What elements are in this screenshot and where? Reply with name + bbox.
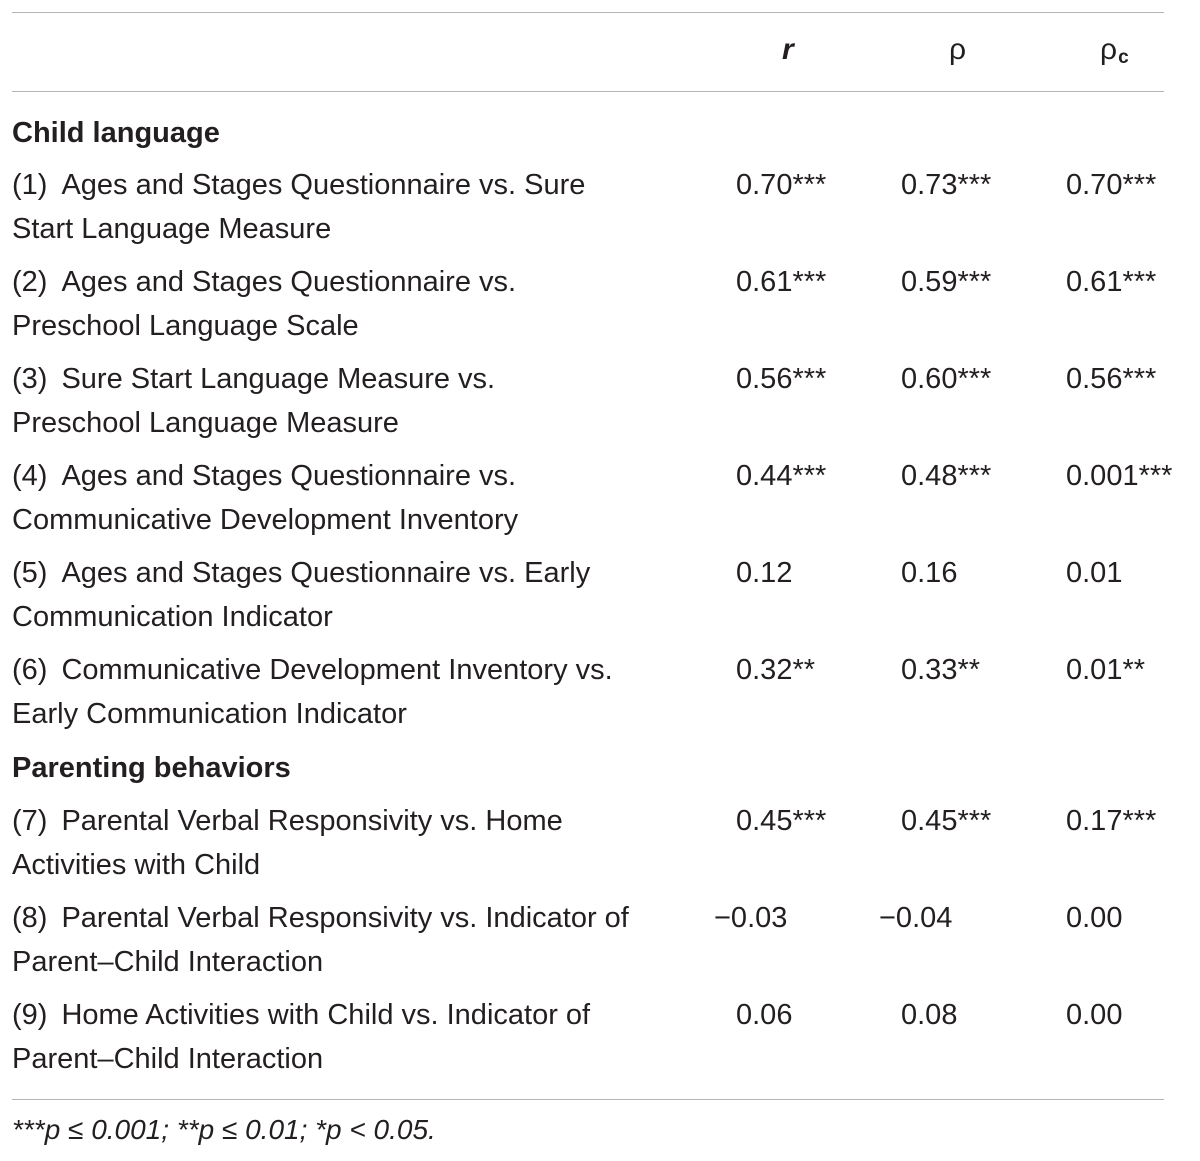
value-r: 0.45*** [736,805,827,837]
value-r: 0.32** [736,654,816,686]
table-header-rule [12,91,1164,92]
table-row [12,260,1188,350]
row-label [12,896,702,984]
row-label-line2: Preschool Language Measure [12,407,399,439]
table-row [12,551,1188,641]
row-label-line1: Ages and Stages Questionnaire vs. Early [61,557,591,589]
row-number: (1) [12,169,48,201]
row-label-line1: Communicative Development Inventory vs. [61,654,613,686]
value-rho-c: 0.70*** [1066,169,1157,201]
row-label [12,551,702,639]
value-r: 0.44*** [736,460,827,492]
value-rho: 0.16 [901,557,958,589]
table-row [12,993,1188,1083]
row-label-line1: Ages and Stages Questionnaire vs. [61,460,517,492]
row-label-line1: Sure Start Language Measure vs. [61,363,496,395]
value-r: 0.12 [736,557,793,589]
row-number: (8) [12,902,48,934]
row-label-line1: Ages and Stages Questionnaire vs. [61,266,517,298]
value-rho: 0.60*** [901,363,992,395]
value-r: 0.56*** [736,363,827,395]
value-rho-c: 0.61*** [1066,266,1157,298]
value-r: 0.70*** [736,169,827,201]
row-label-line1: Parental Verbal Responsivity vs. Home [61,805,563,837]
column-header-r: r [782,33,794,66]
value-rho: 0.48*** [901,460,992,492]
row-label [12,993,702,1081]
table-row [12,163,1188,253]
value-r: 0.61*** [736,266,827,298]
column-header-rho: ρ [949,33,967,66]
row-label-line1: Ages and Stages Questionnaire vs. Sure [61,169,586,201]
row-label [12,799,702,887]
row-number: (2) [12,266,48,298]
column-header-rho-c-base: ρ [1100,33,1118,66]
table-row [12,896,1188,986]
value-rho: 0.33** [901,654,981,686]
value-rho-c: 0.001*** [1066,460,1173,492]
table-row [12,454,1188,544]
row-number: (5) [12,557,48,589]
value-rho: 0.45*** [901,805,992,837]
value-rho-c: 0.00 [1066,999,1123,1031]
correlation-table [12,0,1188,1161]
row-number: (3) [12,363,48,395]
column-header-rho-c-subscript: c [1118,47,1129,68]
section-title-parenting-behaviors: Parenting behaviors [12,752,291,784]
row-label-line2: Start Language Measure [12,213,332,245]
row-label-line2: Communication Indicator [12,601,333,633]
table-row [12,799,1188,889]
row-number: (6) [12,654,48,686]
value-rho: 0.59*** [901,266,992,298]
row-label [12,648,702,736]
row-number: (9) [12,999,48,1031]
significance-footnote: ***p ≤ 0.001; **p ≤ 0.01; *p < 0.05. [12,1114,436,1145]
row-label-line2: Activities with Child [12,849,261,881]
value-r: −0.03 [714,902,788,934]
table-row [12,648,1188,738]
row-label [12,163,702,251]
value-rho: 0.08 [901,999,958,1031]
value-rho-c: 0.17*** [1066,805,1157,837]
row-label [12,357,702,445]
value-rho-c: 0.00 [1066,902,1123,934]
value-rho-c: 0.56*** [1066,363,1157,395]
section-title-child-language: Child language [12,117,220,149]
row-number: (7) [12,805,48,837]
row-label-line2: Preschool Language Scale [12,310,359,342]
value-rho: −0.04 [879,902,953,934]
row-label-line1: Parental Verbal Responsivity vs. Indicator of [61,902,629,934]
table-bottom-rule [12,1099,1164,1100]
column-header-rho-c [1100,30,1129,78]
row-number: (4) [12,460,48,492]
row-label-line2: Parent–Child Interaction [12,946,324,978]
row-label-line2: Early Communication Indicator [12,698,407,730]
row-label-line2: Parent–Child Interaction [12,1043,324,1075]
row-label-line2: Communicative Development Inventory [12,504,519,536]
row-label-line1: Home Activities with Child vs. Indicator of [61,999,591,1031]
table-row [12,357,1188,447]
value-rho-c: 0.01** [1066,654,1146,686]
value-rho: 0.73*** [901,169,992,201]
table-top-rule [12,12,1164,13]
value-r: 0.06 [736,999,793,1031]
row-label [12,454,702,542]
value-rho-c: 0.01 [1066,557,1123,589]
row-label [12,260,702,348]
